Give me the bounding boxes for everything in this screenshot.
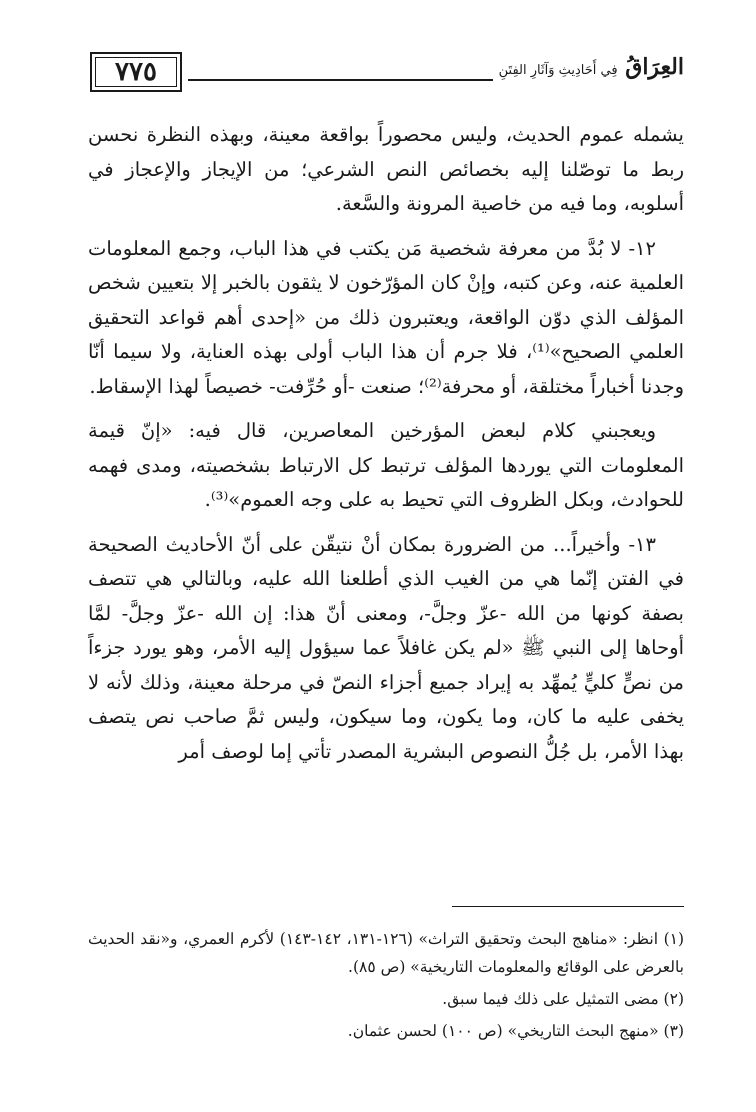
paragraph-3: ويعجبني كلام لبعض المؤرخين المعاصرين، قال فيه: «إنّ قيمة المعلومات التي يوردها المؤلف ترتبط كل الارتباط بشخصيته، ومدى فهمه للحوادث، وبكل الظروف التي تحيط به على وجه العموم»⁽³⁾. <box>88 419 684 511</box>
running-title <box>493 52 684 86</box>
running-title-sub: فِي أَحَادِيثِ وَآثَارِ الفِتَنِ <box>498 63 618 78</box>
footnote-2: (٢) مضى التمثيل على ذلك فيما سبق. <box>442 990 684 1008</box>
page-number: ٧٧٥ <box>115 57 157 87</box>
main-text <box>88 118 684 779</box>
footnote-3: (٣) «منهج البحث التاريخي» (ص ١٠٠) لحسن عثمان. <box>347 1022 684 1040</box>
footnotes <box>88 925 684 1049</box>
footnote-separator <box>452 906 684 907</box>
paragraph-4: ١٣- وأخيراً... من الضرورة بمكان أنْ نتيقّن على أنّ الأحاديث الصحيحة في الفتن إنّما هي من الغيب الذي أطلعنا الله عليه، وبالتالي هي تتصف بصفة كونها من الله -عزّ وجلَّ-، ومعنى أنّ هذا: إن الله -عزّ وجلَّ- لمَّا أوحاها إلى النبي ﷺ «لم يكن غافلاً عما سيؤول إليه الأمر، وهو يورد جزءاً من نصٍّ كليٍّ يُمهِّد به إيراد جميع أجزاء النصّ في مرحلة معينة، وذلك لأنه لا يخفى عليه ما كان، وما يكون، وما سيكون، وليس ثمَّ صاحب نص يتصف بهذا الأمر، بل جُلُّ النصوص البشرية المصدر تأتي إما لوصف أمر <box>88 532 684 763</box>
running-title-main: العِرَاقُ <box>625 54 684 80</box>
paragraph-2: ١٢- لا بُدَّ من معرفة شخصية مَن يكتب في هذا الباب، وجمع المعلومات العلمية عنه، وعن كتبه، وإنْ كان المؤرّخون لا يثقون بالخبر إلا بتعيين شخص المؤلف الذي دوّن الواقعة، ويعتبرون ذلك من «إحدى أهم قواعد التحقيق العلمي الصحيح»⁽¹⁾، فلا جرم أن هذا الباب أولى بهذه العناية، ولا سيما أنّا وجدنا أخباراً مختلقة، أو محرفة⁽²⁾؛ صنعت -أو حُرِّفت- خصيصاً لهذا الإسقاط. <box>88 236 684 398</box>
page-header <box>90 52 684 96</box>
paragraph-1: يشمله عموم الحديث، وليس محصوراً بواقعة معينة، وبهذه النظرة نحسن ربط ما توصّلنا إليه بخصائص النص الشرعي؛ من الإيجاز والإعجاز في أسلوبه، وما فيه من خاصية المرونة والسَّعة. <box>88 123 684 215</box>
page-number-box <box>90 52 182 92</box>
footnote-1: (١) انظر: «مناهج البحث وتحقيق التراث» (١٢٦-١٣١، ١٤٢-١٤٣) لأكرم العمري، و«نقد الحديث بالعرض على الوقائع والمعلومات التاريخية» (ص ٨٥). <box>88 930 685 976</box>
